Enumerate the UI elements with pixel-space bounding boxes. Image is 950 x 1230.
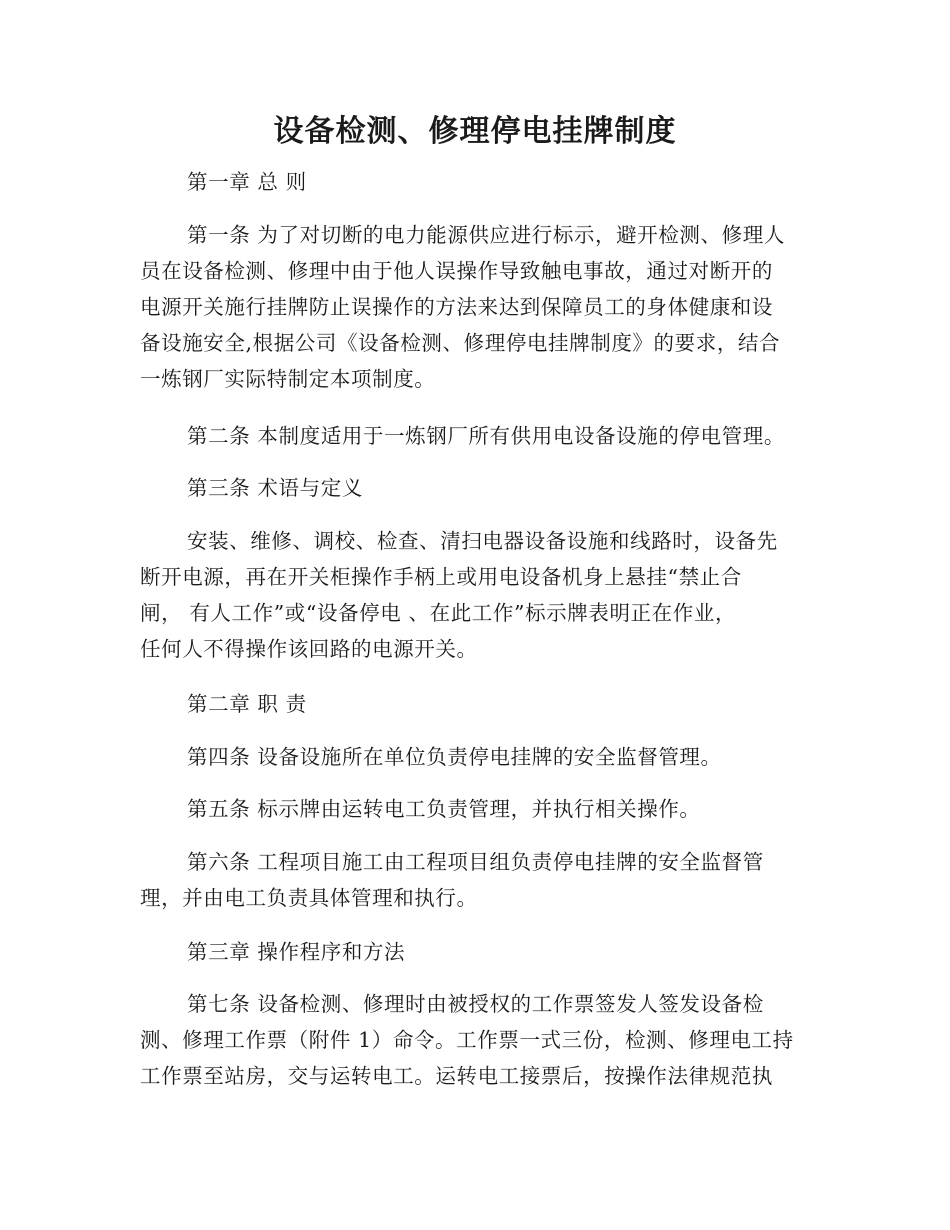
paragraph-line: 第一条 为了对切断的电力能源供应进行标示，避开检测、修理人 (187, 223, 785, 247)
paragraph-line: 一炼钢厂实际特制定本项制度。 (140, 367, 436, 391)
article-paragraph (140, 217, 820, 397)
article-paragraph (140, 418, 820, 454)
paragraph-line: 断开电源，再在开关柜操作手柄上或用电设备机身上悬挂“禁止合 (140, 565, 742, 589)
paragraph-line: 第二章 职 责 (187, 692, 307, 716)
paragraph-line: 第三条 术语与定义 (187, 476, 363, 500)
chapter-heading (140, 164, 820, 200)
paragraph-line: 闸， 有人工作”或“设备停电 、在此工作”标示牌表明正在作业， (140, 601, 737, 625)
paragraph-line: 备设施安全,根据公司《设备检测、修理停电挂牌制度》的要求，结合 (140, 331, 781, 355)
chapter-heading (140, 934, 820, 970)
paragraph-line: 工作票至站房，交与运转电工。运转电工接票后，按操作法律规范执 (140, 1064, 773, 1088)
paragraph-line: 理，并由电工负责具体管理和执行。 (140, 886, 478, 910)
paragraph-line: 测、修理工作票（附件 1）命令。工作票一式三份，检测、修理电工持 (140, 1028, 794, 1052)
paragraph-line: 第六条 工程项目施工由工程项目组负责停电挂牌的安全监督管 (187, 850, 764, 874)
document-title: 设备检测、修理停电挂牌制度 (273, 114, 677, 149)
paragraph-line: 电源开关施行挂牌防止误操作的方法来达到保障员工的身体健康和设 (140, 295, 773, 319)
paragraph-line: 员在设备检测、修理中由于他人误操作导致触电事故，通过对断开的 (140, 259, 773, 283)
paragraph-line: 第三章 操作程序和方法 (187, 940, 406, 964)
article-paragraph (140, 986, 820, 1094)
article-paragraph (140, 470, 820, 506)
paragraph-line: 第一章 总 则 (187, 170, 307, 194)
paragraph-line: 第七条 设备检测、修理时由被授权的工作票签发人签发设备检 (187, 992, 764, 1016)
paragraph-line: 第四条 设备设施所在单位负责停电挂牌的安全监督管理。 (187, 745, 722, 769)
paragraph-line: 任何人不得操作该回路的电源开关。 (140, 637, 478, 661)
paragraph-line: 安装、维修、调校、检查、清扫电器设备设施和线路时，设备先 (187, 529, 778, 553)
paragraph-line: 第五条 标示牌由运转电工负责管理，并执行相关操作。 (187, 797, 701, 821)
chapter-heading (140, 686, 820, 722)
article-paragraph (140, 844, 820, 916)
article-paragraph (140, 791, 820, 827)
paragraph-line: 第二条 本制度适用于一炼钢厂所有供用电设备设施的停电管理。 (187, 424, 785, 448)
definition-paragraph (140, 523, 820, 667)
article-paragraph (140, 739, 820, 775)
